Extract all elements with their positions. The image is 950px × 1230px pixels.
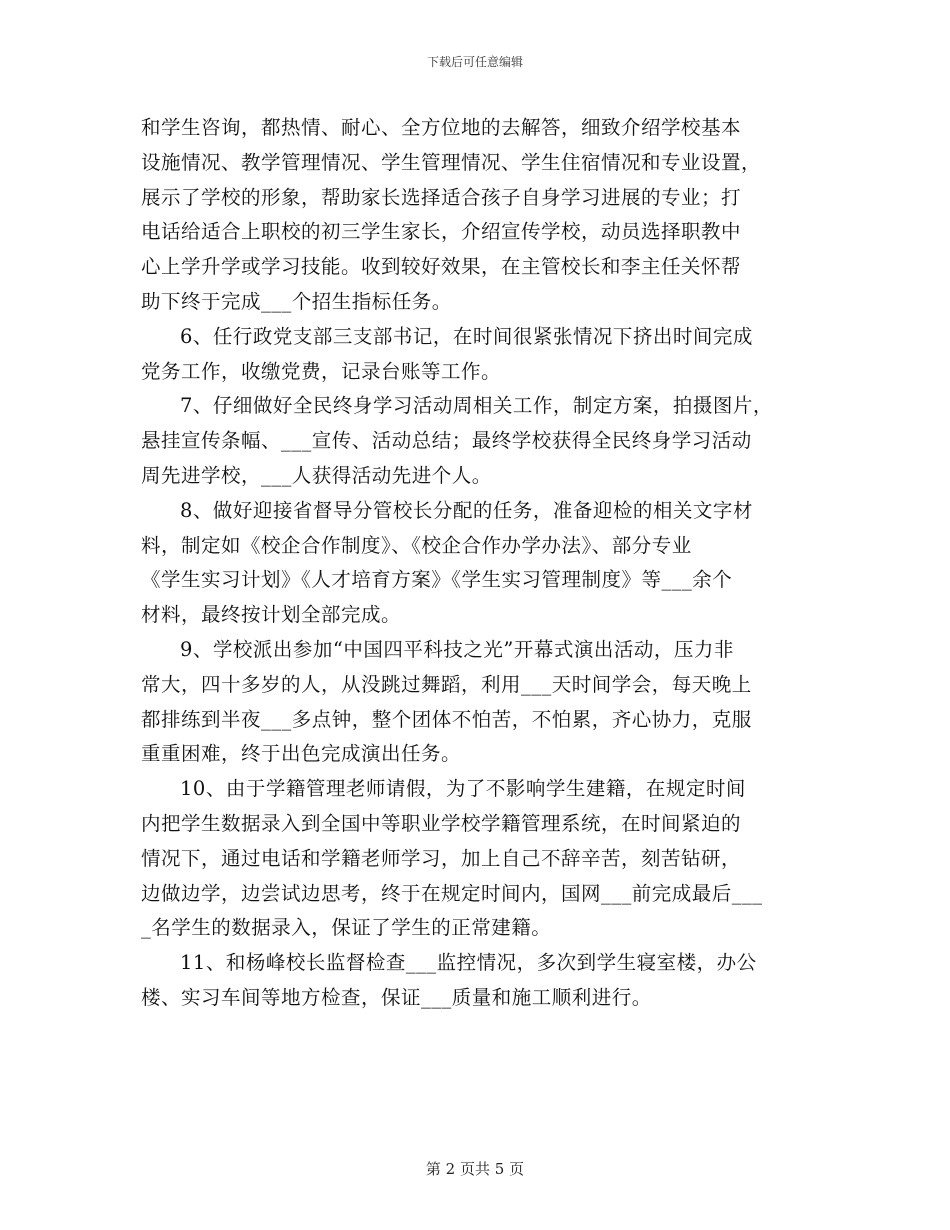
body-line: 材料，最终按计划全部完成。 [141, 603, 402, 627]
body-line: 展示了学校的形象，帮助家长选择适合孩子自身学习进展的专业；打 [141, 185, 742, 209]
body-line: 党务工作，收缴党费，记录台账等工作。 [141, 359, 502, 383]
body-line: 边做边学，边尝试边思考，终于在规定时间内，国网___前完成最后___ [141, 881, 763, 905]
body-line: 悬挂宣传条幅、___宣传、活动总结；最终学校获得全民终身学习活动 [141, 429, 752, 453]
body-line: 《学生实习计划》《人才培育方案》《学生实习管理制度》等___余个 [141, 568, 733, 592]
body-line: 电话给适合上职校的初三学生家长，介绍宣传学校，动员选择职教中 [141, 220, 742, 244]
body-line: 重重困难，终于出色完成演出任务。 [141, 742, 462, 766]
paragraph-11-start: 11、和杨峰校长监督检查___监控情况，多次到学生寝室楼，办公 [180, 951, 757, 975]
page-header: 下载后可任意编辑 [426, 55, 523, 69]
body-line: 情况下，通过电话和学籍老师学习，加上自己不辞辛苦，刻苦钻研， [141, 846, 742, 870]
body-line: 周先进学校，___人获得活动先进个人。 [141, 463, 492, 487]
body-line: 设施情况、教学管理情况、学生管理情况、学生住宿情况和专业设置， [141, 150, 762, 174]
body-line: 助下终于完成___个招生指标任务。 [141, 289, 452, 313]
body-line: 常大，四十多岁的人，从没跳过舞蹈，利用___天时间学会，每天晚上 [141, 672, 752, 696]
body-line: 楼、实习车间等地方检查，保证___质量和施工顺利进行。 [141, 985, 652, 1009]
paragraph-8-start: 8、做好迎接省督导分管校长分配的任务，准备迎检的相关文字材 [180, 498, 753, 522]
body-line: 料，制定如《校企合作制度》、《校企合作办学办法》、部分专业 [141, 533, 692, 557]
paragraph-7-start: 7、仔细做好全民终身学习活动周相关工作，制定方案，拍摄图片， [180, 394, 773, 418]
paragraph-10-start: 10、由于学籍管理老师请假，为了不影响学生建籍，在规定时间 [180, 777, 746, 801]
document-body [141, 111, 831, 1016]
paragraph-9-start: 9、学校派出参加“中国四平科技之光”开幕式演出活动，压力非 [180, 637, 734, 661]
page-number-footer: 第 2 页共 5 页 [425, 1160, 525, 1178]
body-line: 内把学生数据录入到全国中等职业学校学籍管理系统，在时间紧迫的 [141, 811, 742, 835]
body-line: 都排练到半夜___多点钟，整个团体不怕苦，不怕累，齐心协力，克服 [141, 707, 752, 731]
body-line: 和学生咨询，都热情、耐心、全方位地的去解答，细致介绍学校基本 [141, 116, 742, 139]
paragraph-6-start: 6、任行政党支部三支部书记，在时间很紧张情况下挤出时间完成 [180, 324, 753, 348]
body-line: 心上学升学或学习技能。收到较好效果，在主管校长和李主任关怀帮 [141, 255, 742, 279]
body-line: _名学生的数据录入，保证了学生的正常建籍。 [141, 916, 552, 940]
